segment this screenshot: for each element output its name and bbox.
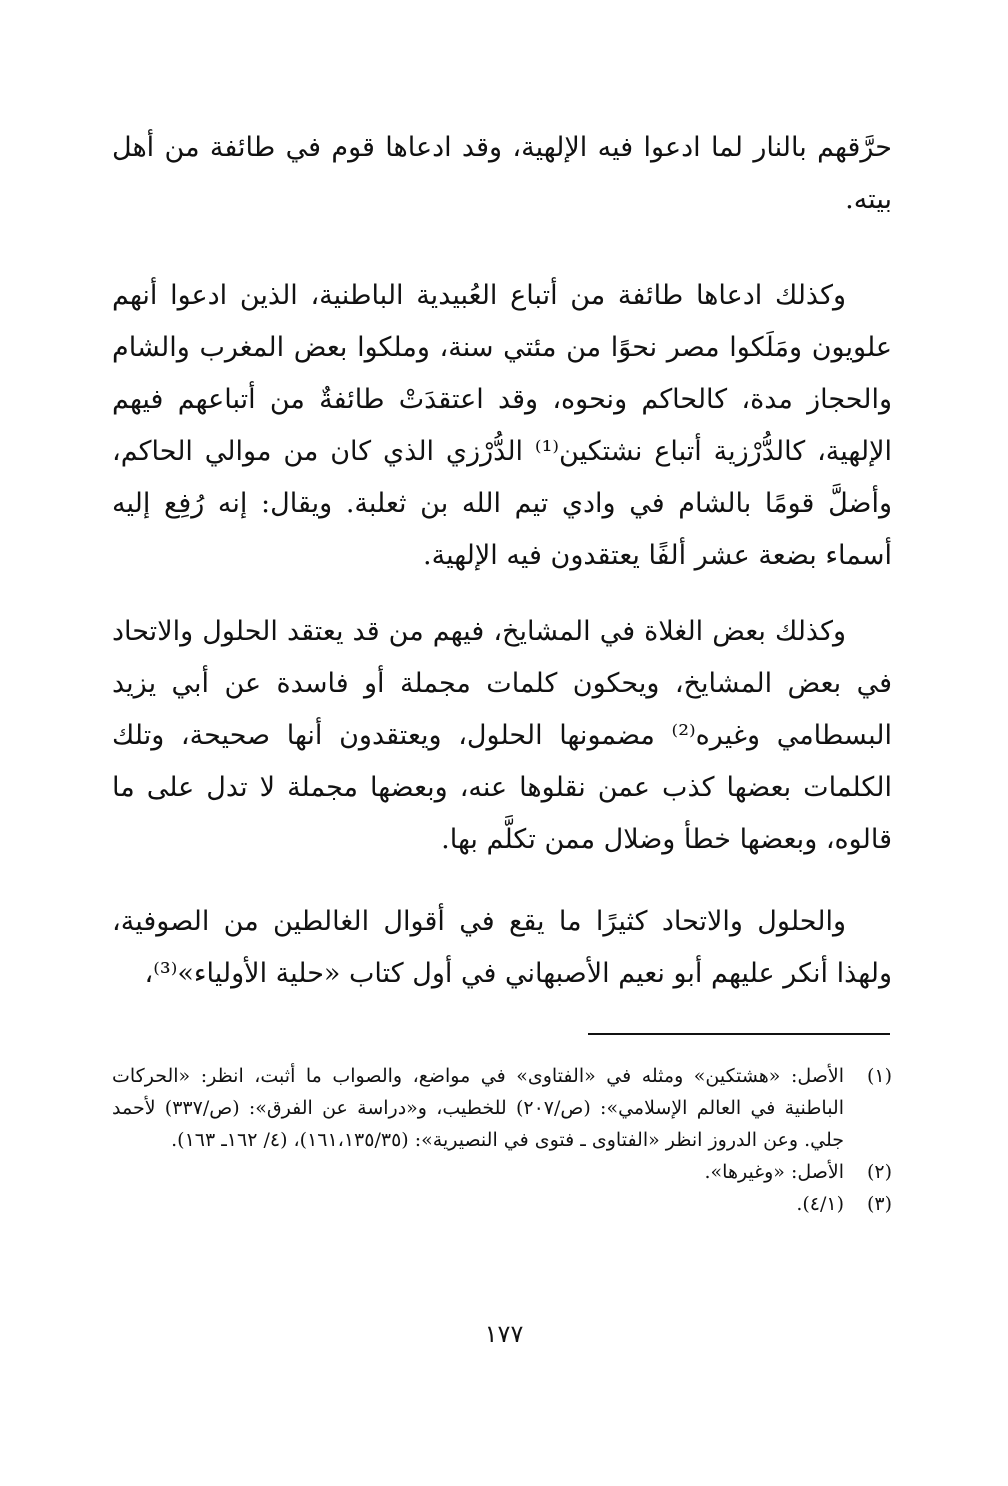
footnote-3-text: (٤/١).: [796, 1193, 844, 1215]
paragraph-4: [112, 896, 892, 1000]
paragraph-3-text: وكذلك بعض الغلاة في المشايخ، فيهم من قد يعتقد الحلول والاتحاد في بعض المشايخ، ويحكون كلمات مجملة أو فاسدة عن أبي يزيد البسطامي وغيره⁽²⁾ مضمونها الحلول، ويعتقدون أنها صحيحة، وتلك الكلمات بعضها كذب عمن نقلوها عنه، وبعضها مجملة لا تدل على ما قالوه، وبعضها خطأ وضلال ممن تكلَّم بها.: [112, 616, 893, 855]
paragraph-1-text: حرَّقهم بالنار لما ادعوا فيه الإلهية، وقد ادعاها قوم في طائفة من أهل بيته.: [112, 132, 892, 215]
footnote-3: [112, 1188, 892, 1220]
body-text-block-2: [112, 270, 892, 582]
paragraph-4-text: والحلول والاتحاد كثيرًا ما يقع في أقوال الغالطين من الصوفية، ولهذا أنكر عليهم أبو نعيم الأصبهاني في أول كتاب «حلية الأولياء»⁽³⁾،: [112, 906, 892, 989]
footnote-2-text: الأصل: «وغيرها».: [704, 1161, 844, 1183]
footnote-1-number: (١): [866, 1065, 892, 1087]
paragraph-2: [112, 270, 892, 582]
footnotes: [112, 1060, 892, 1220]
footnote-3-number: (٣): [866, 1193, 892, 1215]
paragraph-3: [112, 606, 892, 866]
paragraph-1: [112, 122, 892, 226]
footnote-1-text: الأصل: «هشتكين» ومثله في «الفتاوى» في مواضع، والصواب ما أثبت، انظر: «الحركات الباطنية في العالم الإسلامي»: (ص/٢٠٧) للخطيب، و«دراسة عن الفرق»: (ص/٣٣٧) لأحمد جلي. وعن الدروز انظر «الفتاوى ـ فتوى في النصيرية»: (١٦١،١٣٥/٣٥)، (٤/ ١٦٢ـ ١٦٣).: [112, 1065, 844, 1151]
footnote-1: [112, 1060, 892, 1156]
footnote-2-number: (٢): [866, 1161, 892, 1183]
body-text-block-4: [112, 896, 892, 1000]
footnote-separator: [588, 1033, 890, 1035]
paragraph-2-text: وكذلك ادعاها طائفة من أتباع العُبيدية الباطنية، الذين ادعوا أنهم علويون ومَلَكوا مصر نحوًا من مئتي سنة، وملكوا بعض المغرب والشام والحجاز مدة، كالحاكم ونحوه، وقد اعتقدَتْ طائفةٌ من أتباعهم فيهم الإلهية، كالدُّرْزية أتباع نشتكين⁽¹⁾ الدُّرْزي الذي كان من موالي الحاكم، وأضلَّ قومًا بالشام في وادي تيم الله بن ثعلبة. ويقال: إنه رُفِع إليه أسماء بضعة عشر ألفًا يعتقدون فيه الإلهية.: [112, 280, 892, 571]
page-number: ١٧٧: [484, 1320, 524, 1348]
body-text-block-3: [112, 606, 892, 866]
footnote-2: [112, 1156, 892, 1188]
body-text: [112, 122, 892, 226]
